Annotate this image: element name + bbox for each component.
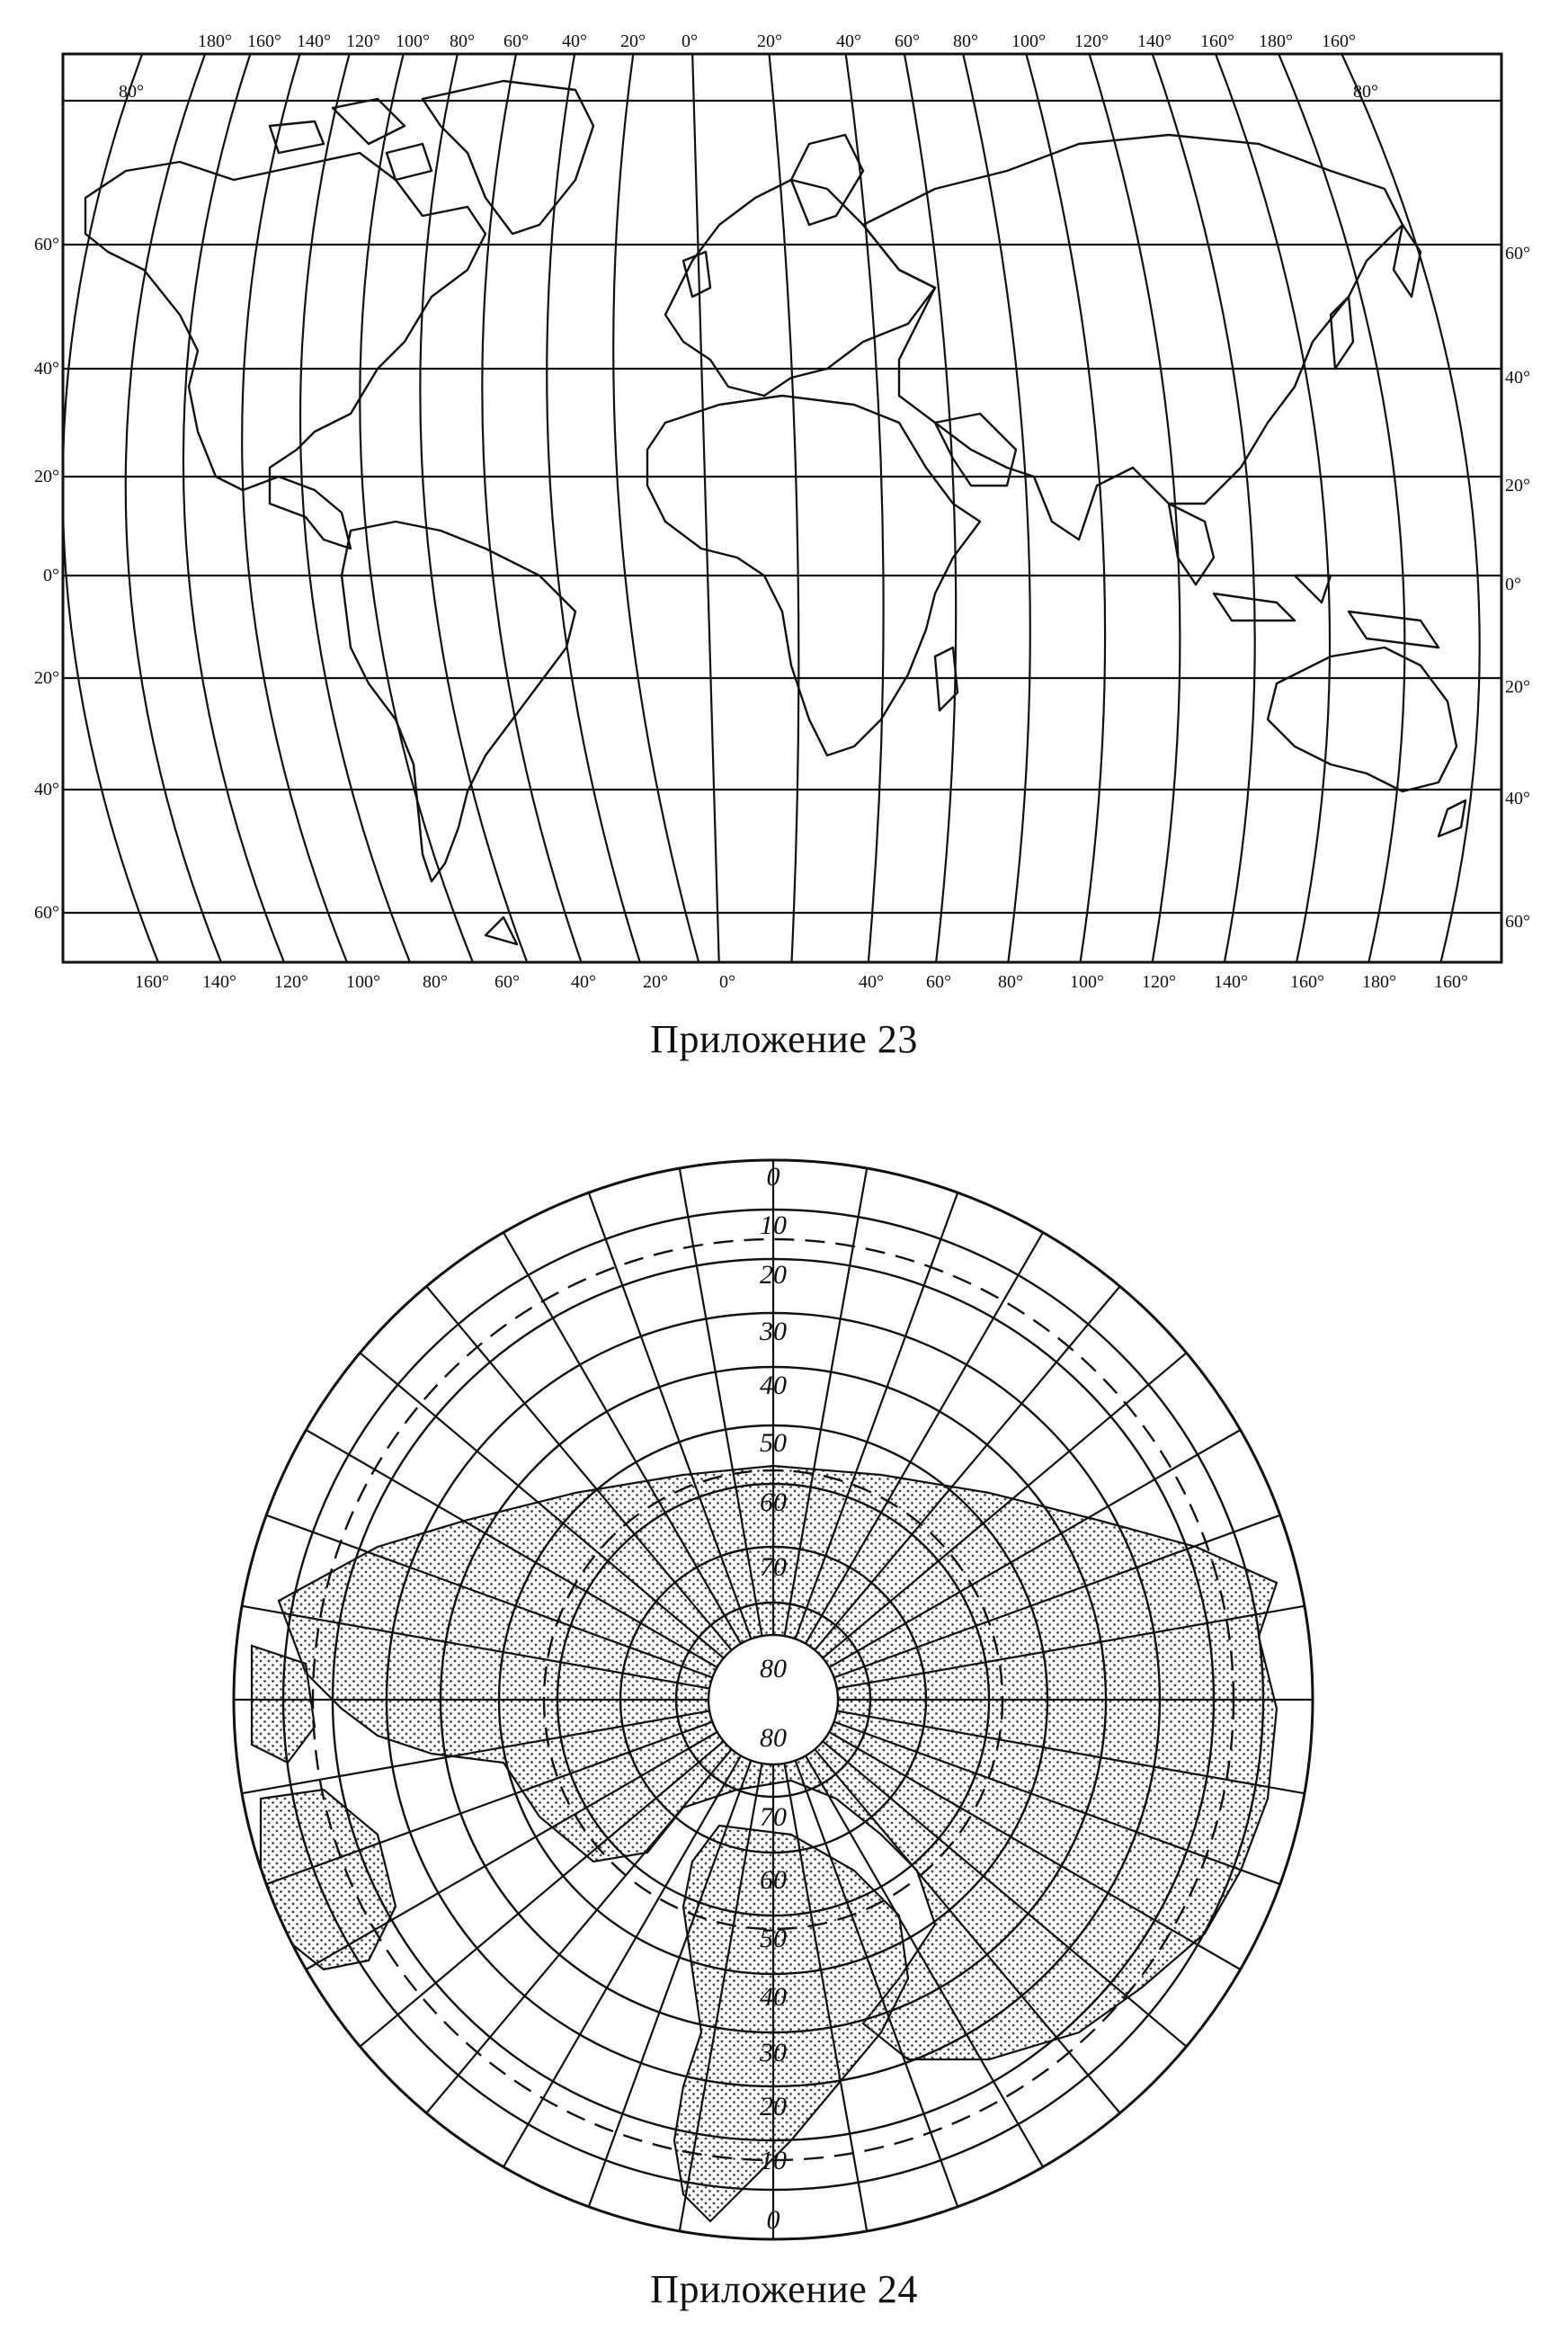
right-lat-label: 0° [1505,575,1521,594]
bottom-lon-label: 80° [998,972,1023,992]
top-lon-label: 160° [247,31,281,51]
bottom-lon-label: 120° [274,972,308,992]
top-lon-label: 60° [895,31,920,51]
ring-label: 70 [760,1802,787,1832]
ring-label: 10 [760,2146,787,2175]
left-lat-label: 60° [34,235,59,255]
bottom-lon-label: 60° [926,972,951,992]
top-lon-label: 40° [836,31,861,51]
ring-label: 10 [760,1210,787,1240]
left-lat-label: 20° [34,668,59,688]
bottom-lon-label: 100° [346,972,380,992]
right-lat-label: 20° [1505,677,1530,697]
ring-label: 50 [760,1428,787,1458]
top-lon-label: 20° [620,31,646,51]
right-lat-label: 60° [1505,912,1530,932]
top-lon-label: 20° [757,31,782,51]
ring-label: 40 [760,1371,787,1400]
top-lon-label: 80° [953,31,978,51]
ring-label: 60 [760,1865,787,1895]
top-lon-label: 160° [1322,31,1356,51]
top-lon-label: 160° [1200,31,1234,51]
top-lon-label: 180° [198,31,232,51]
left-lat-label: 40° [34,359,59,379]
top-lon-label: 80° [450,31,475,51]
ring-label: 0 [766,2205,780,2235]
left-lat-label: 60° [34,903,59,923]
pole-label-bottom: 80 [760,1723,787,1753]
top-lon-label: 100° [396,31,430,51]
right-lat-label: 20° [1505,476,1530,496]
caption-appendix-23: Приложение 23 [650,1017,918,1061]
bottom-lon-label: 120° [1142,972,1176,992]
top-lon-label: 60° [503,31,529,51]
top-lon-label: 140° [297,31,331,51]
right-lat-label: 80° [1353,82,1378,102]
ring-label: 60 [760,1487,787,1517]
bottom-lon-label: 180° [1362,972,1396,992]
ring-label: 20 [760,2092,787,2121]
bottom-lon-label: 0° [719,972,735,992]
bottom-lon-label: 160° [1434,972,1468,992]
right-lat-label: 40° [1505,368,1530,388]
ring-label: 30 [760,1317,787,1346]
top-lon-label: 120° [1074,31,1109,51]
left-lat-label: 20° [34,467,59,487]
right-lat-label: 40° [1505,789,1530,808]
top-lon-label: 100° [1011,31,1046,51]
bottom-lon-label: 160° [1290,972,1324,992]
bottom-lon-label: 40° [571,972,596,992]
bottom-lon-label: 40° [859,972,884,992]
bottom-lon-label: 160° [135,972,169,992]
left-lat-label: 0° [43,566,59,585]
ring-label: 50 [760,1924,787,1953]
bottom-lon-label: 100° [1070,972,1104,992]
top-lon-label: 180° [1259,31,1293,51]
ring-label: 70 [760,1552,787,1582]
bottom-lon-label: 20° [643,972,668,992]
top-lon-label: 0° [682,31,698,51]
pole-label-top: 80 [760,1654,787,1684]
ring-label: 30 [760,2038,787,2068]
ring-label: 20 [760,1260,787,1290]
top-lon-label: 40° [562,31,587,51]
top-lon-label: 140° [1137,31,1172,51]
bottom-lon-label: 80° [423,972,448,992]
bottom-lon-label: 140° [1214,972,1248,992]
top-lon-label: 120° [346,31,380,51]
left-lat-label: 80° [119,82,144,102]
left-lat-label: 40° [34,780,59,799]
right-lat-label: 60° [1505,244,1530,263]
bottom-lon-label: 140° [202,972,236,992]
bottom-lon-label: 60° [494,972,520,992]
caption-appendix-24: Приложение 24 [650,2267,918,2311]
ring-label: 40 [760,1982,787,2012]
ring-label: 0 [766,1162,780,1192]
